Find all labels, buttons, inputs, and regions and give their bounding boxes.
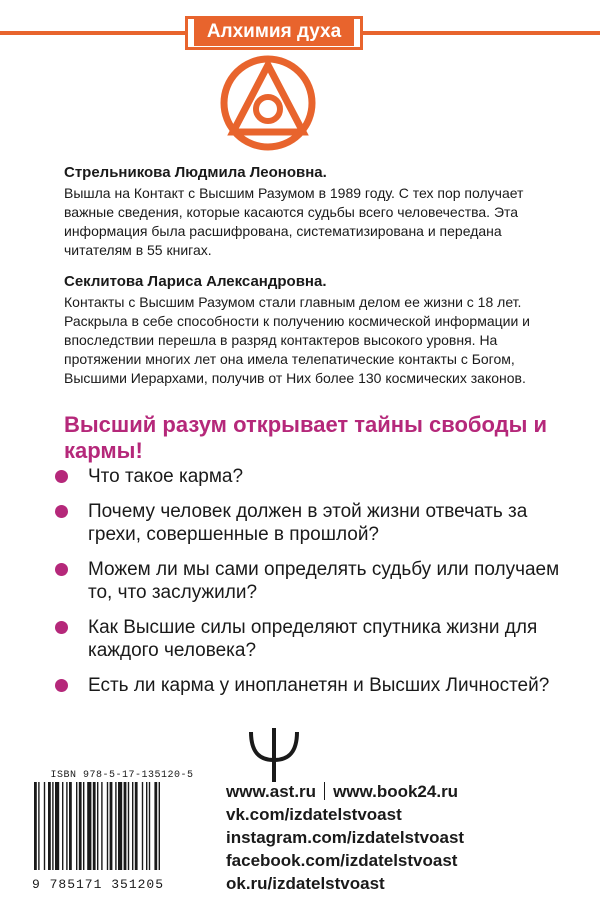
barcode-bars <box>32 782 212 870</box>
author-name: Секлитова Лариса Александровна. <box>64 273 327 290</box>
question-text: Почему человек должен в этой жизни отвечать за грехи, совершенные в прошлой? <box>88 501 528 545</box>
list-item <box>54 500 574 546</box>
bullet-icon <box>55 563 68 576</box>
list-item <box>54 558 574 604</box>
link-facebook[interactable]: facebook.com/izdatelstvoast <box>226 851 458 870</box>
bullet-icon <box>55 470 68 483</box>
link-instagram[interactable]: instagram.com/izdatelstvoast <box>226 828 465 847</box>
author-name: Стрельникова Людмила Леоновна. <box>64 164 327 181</box>
question-text: Как Высшие силы определяют спутника жизни для каждого человека? <box>88 617 538 661</box>
question-text: Что такое карма? <box>88 466 244 487</box>
author-bio-2 <box>64 272 564 388</box>
question-text: Можем ли мы сами определять судьбу или получаем то, что заслужили? <box>88 559 560 603</box>
link-ast[interactable]: www.ast.ru <box>226 782 317 801</box>
author-bio-1 <box>64 163 564 260</box>
link-ok[interactable]: ok.ru/izdatelstvoast <box>226 874 385 893</box>
circle-triangle-circle-emblem-icon <box>213 50 323 160</box>
list-item <box>54 674 574 697</box>
list-item <box>54 465 574 488</box>
link-separator <box>324 782 325 800</box>
list-item <box>54 616 574 662</box>
question-text: Есть ли карма у инопланетян и Высших Личностей? <box>88 675 550 696</box>
isbn-text: ISBN 978-5-17-135120-5 <box>50 770 194 781</box>
bullet-icon <box>55 621 68 634</box>
author-bio-text: Контакты с Высшим Разумом стали главным делом ее жизни с 18 лет. Раскрыла в себе способности к получению космической информации и впоследствии перешла в разряд контактеров высокого уровня. На протяжении многих лет она имела телепатические контакты с Богом, Высшими Иерархами, получив от Них более 130 космических законов. <box>64 294 530 386</box>
series-label: Алхимия духа <box>194 18 354 46</box>
bullet-icon <box>55 679 68 692</box>
publisher-links <box>226 780 464 895</box>
headline: Высший разум открывает тайны свободы и кармы! <box>64 412 548 463</box>
bullet-icon <box>55 505 68 518</box>
psi-symbol-icon <box>247 726 301 784</box>
barcode-digits: 9 785171 351205 <box>32 877 165 892</box>
link-vk[interactable]: vk.com/izdatelstvoast <box>226 805 402 824</box>
link-book24[interactable]: www.book24.ru <box>333 782 459 801</box>
author-bio-text: Вышла на Контакт с Высшим Разумом в 1989 году. С тех пор получает важные сведения, которые касаются судьбы всего человечества. Эта информация была расшифрована, систематизирована и передана читателям в 55 книгах. <box>64 185 524 258</box>
question-list <box>54 465 574 709</box>
barcode <box>32 770 212 892</box>
